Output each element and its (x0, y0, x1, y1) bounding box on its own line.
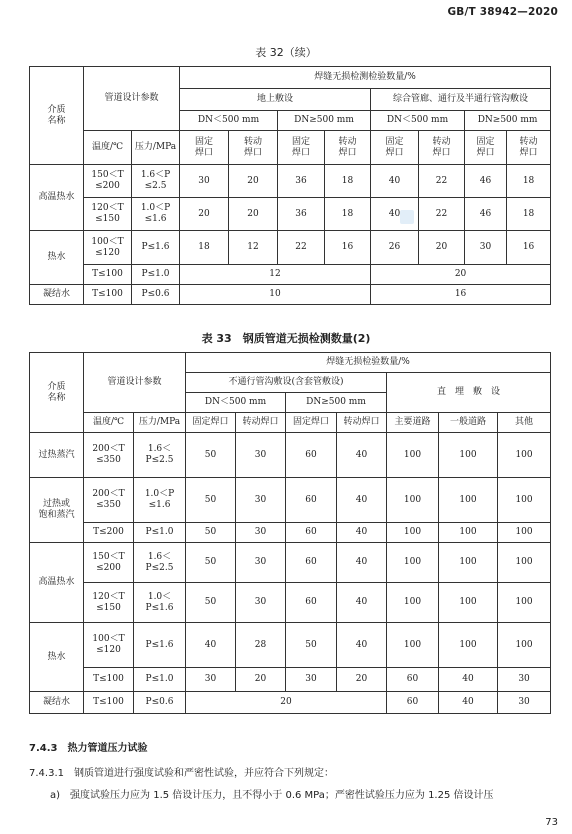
table32 (29, 66, 551, 305)
t33-val: 100 (387, 543, 439, 583)
t33-val: 50 (186, 583, 236, 623)
t33-h-fixed: 固定焊口 (286, 413, 337, 433)
t33-val: 60 (286, 523, 337, 543)
t33-temp: T≤100 (84, 692, 134, 714)
t32-h-dn-lt: DN＜500 mm (371, 111, 465, 131)
t32-pressure: 1.0＜P ≤1.6 (132, 198, 180, 231)
t33-h-dn-lt: DN＜500 mm (186, 393, 286, 413)
t32-h-fixed: 固定 焊口 (465, 131, 507, 165)
t33-val: 100 (387, 583, 439, 623)
t33-val: 100 (439, 583, 498, 623)
table-row (30, 543, 551, 583)
t33-val: 100 (387, 433, 439, 478)
t33-val: 60 (286, 583, 337, 623)
t33-val: 100 (498, 433, 551, 478)
t33-val: 100 (439, 543, 498, 583)
t32-pressure: P≤1.0 (132, 265, 180, 285)
t32-medium: 热水 (30, 231, 84, 285)
table-row (30, 623, 551, 668)
t33-temp: 200＜T ≤350 (84, 478, 134, 523)
t33-val: 60 (286, 433, 337, 478)
t32-val: 18 (507, 165, 551, 198)
t33-val: 40 (337, 523, 387, 543)
t33-medium: 高温热水 (30, 543, 84, 623)
t32-temp: 100＜T ≤120 (84, 231, 132, 265)
t32-val: 16 (507, 231, 551, 265)
t33-pressure: P≤1.0 (134, 668, 186, 692)
t32-val: 18 (180, 231, 229, 265)
t33-val: 28 (236, 623, 286, 668)
t33-val: 100 (439, 433, 498, 478)
t33-val: 50 (286, 623, 337, 668)
t32-h-fixed: 固定 焊口 (371, 131, 419, 165)
t32-val: 20 (180, 198, 229, 231)
t32-val: 16 (325, 231, 371, 265)
t32-val: 46 (465, 198, 507, 231)
t32-temp: T≤100 (84, 285, 132, 305)
t33-temp: 150＜T ≤200 (84, 543, 134, 583)
t32-merged-val: 20 (371, 265, 551, 285)
t33-pressure: 1.6＜P≤2.5 (134, 543, 186, 583)
t32-val: 40 (371, 165, 419, 198)
t33-h-main-road: 主要道路 (387, 413, 439, 433)
t33-temp: 120＜T ≤150 (84, 583, 134, 623)
t32-h-rotating: 转动 焊口 (325, 131, 371, 165)
t32-h-rotating: 转动 焊口 (507, 131, 551, 165)
t33-val: 30 (236, 523, 286, 543)
t33-val: 100 (387, 623, 439, 668)
t32-val: 20 (419, 231, 465, 265)
t33-val: 100 (498, 478, 551, 523)
t33-h-design-params: 管道设计参数 (84, 353, 186, 413)
t33-medium: 过热或 饱和蒸汽 (30, 478, 84, 543)
t32-merged-val: 12 (180, 265, 371, 285)
t32-val: 20 (229, 165, 278, 198)
t33-temp: 200＜T ≤350 (84, 433, 134, 478)
t32-merged-val: 16 (371, 285, 551, 305)
t32-h-medium: 介质 名称 (30, 67, 84, 165)
t33-h-other: 其他 (498, 413, 551, 433)
t32-val: 30 (465, 231, 507, 265)
t33-val: 20 (236, 668, 286, 692)
t33-pressure: P≤1.0 (134, 523, 186, 543)
t32-val: 30 (180, 165, 229, 198)
t32-val: 26 (371, 231, 419, 265)
t33-val: 40 (439, 668, 498, 692)
t33-val: 50 (186, 478, 236, 523)
t33-val: 40 (337, 623, 387, 668)
t33-val: 60 (387, 668, 439, 692)
table-row (30, 692, 551, 714)
t33-val: 100 (498, 523, 551, 543)
t33-temp: 100＜T ≤120 (84, 623, 134, 668)
t33-val: 60 (286, 478, 337, 523)
t33-val: 100 (387, 523, 439, 543)
t33-h-rotating: 转动焊口 (236, 413, 286, 433)
page-number: 73 (545, 817, 558, 828)
t32-h-fixed: 固定 焊口 (278, 131, 325, 165)
t33-medium: 凝结水 (30, 692, 84, 714)
t33-pressure: 1.0＜P ≤1.6 (134, 478, 186, 523)
t33-pressure: P≤1.6 (134, 623, 186, 668)
t33-val: 30 (236, 433, 286, 478)
section-paragraph: 7.4.3.1 钢质管道进行强度试验和严密性试验，并应符合下列规定： (29, 768, 334, 779)
t32-val: 22 (419, 165, 465, 198)
standard-number: GB/T 38942—2020 (447, 6, 558, 18)
t32-val: 18 (325, 165, 371, 198)
t33-val: 100 (387, 478, 439, 523)
t33-h-medium: 介质 名称 (30, 353, 84, 433)
t33-val: 60 (387, 692, 439, 714)
t32-h-temp: 温度/℃ (84, 131, 132, 165)
table-row (30, 231, 551, 265)
t33-val: 40 (186, 623, 236, 668)
t32-h-tunnel: 综合管廊、通行及半通行管沟敷设 (371, 89, 551, 111)
t33-val: 100 (498, 583, 551, 623)
t32-val: 18 (325, 198, 371, 231)
t33-h-temp: 温度/℃ (84, 413, 134, 433)
t32-val: 22 (419, 198, 465, 231)
t32-h-dn-lt: DN＜500 mm (180, 111, 278, 131)
t33-val: 30 (498, 668, 551, 692)
t33-val: 30 (186, 668, 236, 692)
t32-pressure: P≤0.6 (132, 285, 180, 305)
t33-val: 30 (498, 692, 551, 714)
table33 (29, 352, 551, 714)
t33-pressure: P≤0.6 (134, 692, 186, 714)
t33-h-non-passable: 不通行管沟敷设(含套管敷设) (186, 373, 387, 393)
t33-h-weld-ratio: 焊缝无损检验数量/% (186, 353, 551, 373)
table-row (30, 165, 551, 198)
table-row (30, 478, 551, 523)
t32-temp: 150＜T ≤200 (84, 165, 132, 198)
table-row (30, 523, 551, 543)
t33-h-pressure: 压力/MPa (134, 413, 186, 433)
t32-h-design-params: 管道设计参数 (84, 67, 180, 131)
t32-val: 46 (465, 165, 507, 198)
t33-val: 60 (286, 543, 337, 583)
t33-val: 50 (186, 523, 236, 543)
t33-pressure: 1.0＜P≤1.6 (134, 583, 186, 623)
table-row (30, 198, 551, 231)
t32-h-fixed: 固定 焊口 (180, 131, 229, 165)
table-row (30, 668, 551, 692)
t33-val: 30 (236, 583, 286, 623)
section-title: 7.4.3 热力管道压力试验 (29, 743, 148, 754)
table-row (30, 265, 551, 285)
t32-medium: 凝结水 (30, 285, 84, 305)
table-row (30, 433, 551, 478)
t32-val: 40 (371, 198, 419, 231)
section-item-a: a) 强度试验压力应为 1.5 倍设计压力，且不得小于 0.6 MPa；严密性试验压力应为 1.25 倍设计压 (50, 790, 494, 801)
t33-val: 100 (498, 543, 551, 583)
t32-val: 20 (229, 198, 278, 231)
t33-h-dn-ge: DN≥500 mm (286, 393, 387, 413)
t33-val: 30 (286, 668, 337, 692)
table-row (30, 285, 551, 305)
t33-pressure: 1.6＜P≤2.5 (134, 433, 186, 478)
t33-val: 100 (498, 623, 551, 668)
t33-medium: 热水 (30, 623, 84, 692)
table-row (30, 583, 551, 623)
t33-val: 40 (439, 692, 498, 714)
t32-val: 18 (507, 198, 551, 231)
t32-val: 22 (278, 231, 325, 265)
t33-val: 100 (439, 523, 498, 543)
t33-val: 40 (337, 543, 387, 583)
t32-h-dn-ge: DN≥500 mm (278, 111, 371, 131)
t32-h-pressure: 压力/MPa (132, 131, 180, 165)
t33-h-rotating: 转动焊口 (337, 413, 387, 433)
t33-h-direct-burial: 直 埋 敷 设 (387, 373, 551, 413)
t32-val: 36 (278, 165, 325, 198)
t32-pressure: 1.6＜P ≤2.5 (132, 165, 180, 198)
table33-caption: 表 33 钢质管道无损检测数量(2) (201, 332, 371, 345)
t32-h-weld-ratio: 焊缝无损检测检验数量/% (180, 67, 551, 89)
t33-val: 20 (337, 668, 387, 692)
t32-val: 36 (278, 198, 325, 231)
t33-h-fixed: 固定焊口 (186, 413, 236, 433)
t33-val: 30 (236, 543, 286, 583)
t33-val: 50 (186, 543, 236, 583)
t33-h-general-road: 一般道路 (439, 413, 498, 433)
t33-val: 30 (236, 478, 286, 523)
t32-temp: T≤100 (84, 265, 132, 285)
t33-val: 100 (439, 478, 498, 523)
t32-h-rotating: 转动 焊口 (419, 131, 465, 165)
t32-h-dn-ge: DN≥500 mm (465, 111, 551, 131)
t32-temp: 120＜T ≤150 (84, 198, 132, 231)
t32-medium: 高温热水 (30, 165, 84, 231)
t33-val: 40 (337, 583, 387, 623)
t32-pressure: P≤1.6 (132, 231, 180, 265)
t32-h-above-ground: 地上敷设 (180, 89, 371, 111)
t33-medium: 过热蒸汽 (30, 433, 84, 478)
t32-val: 12 (229, 231, 278, 265)
t33-val: 50 (186, 433, 236, 478)
t32-h-rotating: 转动 焊口 (229, 131, 278, 165)
t33-val: 40 (337, 478, 387, 523)
t33-val: 100 (439, 623, 498, 668)
t32-merged-val: 10 (180, 285, 371, 305)
t33-temp: T≤200 (84, 523, 134, 543)
table32-caption: 表 32（续） (255, 46, 317, 59)
t33-merged-val: 20 (186, 692, 387, 714)
t33-temp: T≤100 (84, 668, 134, 692)
t33-val: 40 (337, 433, 387, 478)
